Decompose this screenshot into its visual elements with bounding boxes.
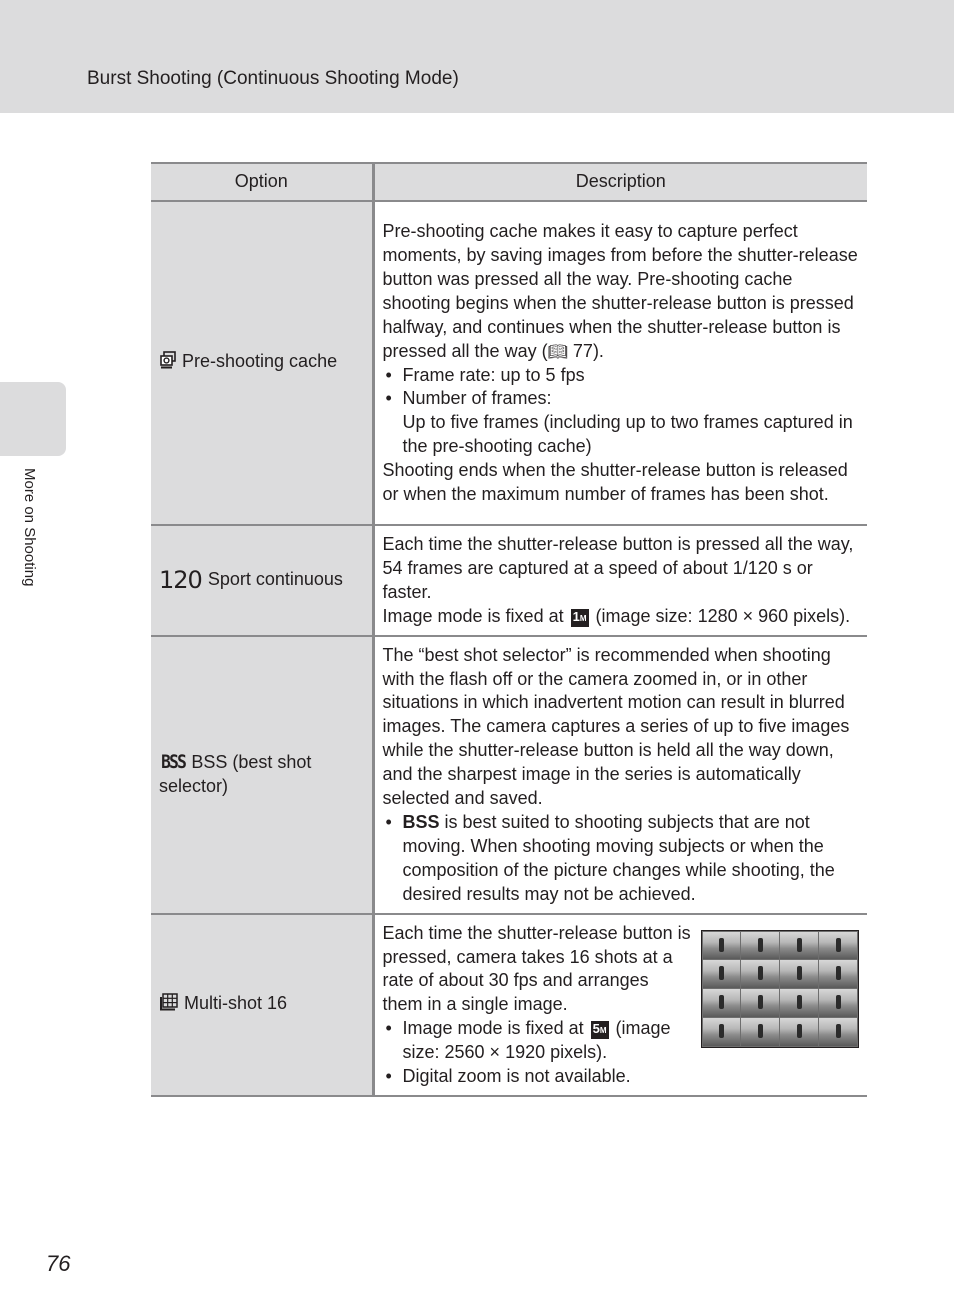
table-row	[151, 525, 867, 636]
description-text: Image mode is fixed at	[382, 605, 564, 626]
option-column-header: Option	[151, 163, 373, 201]
description-text: Each time the shutter-release button is pressed all the way, 54 frames are captured at a speed of about 1/120 s or faster.	[382, 534, 854, 602]
option-cell	[151, 914, 373, 1096]
mode-badge-unit: M	[599, 1026, 607, 1036]
description-text: ).	[592, 340, 604, 361]
page-number: 76	[46, 1251, 71, 1276]
option-label: BSS (best shot selector)	[159, 751, 312, 796]
bullet-item: • Frame rate: up to 5 fps	[383, 364, 862, 388]
bss-icon: BSS	[161, 750, 186, 773]
bss-bold-label: BSS	[402, 811, 440, 832]
description-text: (image size: 1280 × 960 pixels).	[595, 605, 851, 626]
bullet-item: • Digital zoom is not available.	[383, 1065, 693, 1089]
description-column-header: Description	[373, 163, 867, 201]
description-cell	[373, 525, 867, 636]
description-text: The “best shot selector” is recommended when shooting with the flash off or the camera zoomed in, or in other situations in which inadvertent motion can result in blurred images. The camera captures a series of up to five images while the shutter-release button is held all the way down, and the sharpest image in the series is automatically selected and saved.	[382, 644, 850, 809]
table-header-row	[151, 163, 867, 201]
table-row	[151, 636, 867, 914]
bullet-item	[383, 1017, 693, 1065]
bullet-subtext: Up to five frames (including up to two frames captured in the pre-shooting cache)	[402, 412, 853, 457]
mode-badge-unit: M	[579, 613, 587, 623]
option-cell	[151, 201, 373, 525]
options-table	[151, 162, 867, 1097]
mode-badge-number: 1	[572, 608, 580, 624]
table-row	[151, 914, 867, 1096]
bullet-text: Number of frames:	[402, 388, 552, 409]
description-cell	[373, 201, 867, 525]
side-tab	[0, 382, 66, 456]
bullet-text: (image size: 2560 × 1920 pixels).	[402, 1018, 671, 1063]
option-cell	[151, 636, 373, 914]
multi-shot-sample-image	[701, 930, 859, 1048]
description-cell	[373, 914, 867, 1096]
multi-shot-16-icon	[159, 993, 179, 1018]
pre-shooting-cache-icon	[159, 351, 177, 376]
bullet-item	[383, 811, 862, 907]
image-mode-icon	[571, 609, 589, 627]
option-cell	[151, 525, 373, 636]
image-mode-icon	[591, 1021, 609, 1039]
option-label: Pre-shooting cache	[182, 351, 338, 372]
book-icon: 📖︎	[547, 341, 568, 361]
description-text: Shooting ends when the shutter-release button is released or when the maximum number of frames has been shot.	[382, 460, 848, 505]
side-tab-label: More on Shooting	[21, 468, 38, 587]
header-band	[0, 0, 954, 113]
sport-continuous-icon: 120	[159, 565, 202, 594]
mode-badge-number: 5	[592, 1021, 600, 1037]
table-row	[151, 201, 867, 525]
page-reference: 77	[572, 340, 593, 361]
page-title: Burst Shooting (Continuous Shooting Mode)	[87, 68, 459, 89]
bullet-item	[383, 387, 862, 459]
option-label: Multi-shot 16	[184, 992, 288, 1013]
description-text: Each time the shutter-release button is pressed, camera takes 16 shots at a rate of about 30 fps and arranges them in a single image.	[382, 922, 691, 1015]
description-cell	[373, 636, 867, 914]
description-text: Pre-shooting cache makes it easy to capture perfect moments, by saving images from before the shutter-release button was pressed all the way. Pre-shooting cache shooting begins when the shutter-release button is pressed halfway, and continues when the shutter-release button is pressed all the way (	[382, 221, 858, 361]
bullet-text: Image mode is fixed at	[402, 1018, 584, 1039]
bullet-text: is best suited to shooting subjects that are not moving. When shooting moving subjects or when the composition of the picture changes while shooting, the desired results may not be achieved.	[402, 811, 835, 904]
option-label: Sport continuous	[207, 568, 343, 589]
